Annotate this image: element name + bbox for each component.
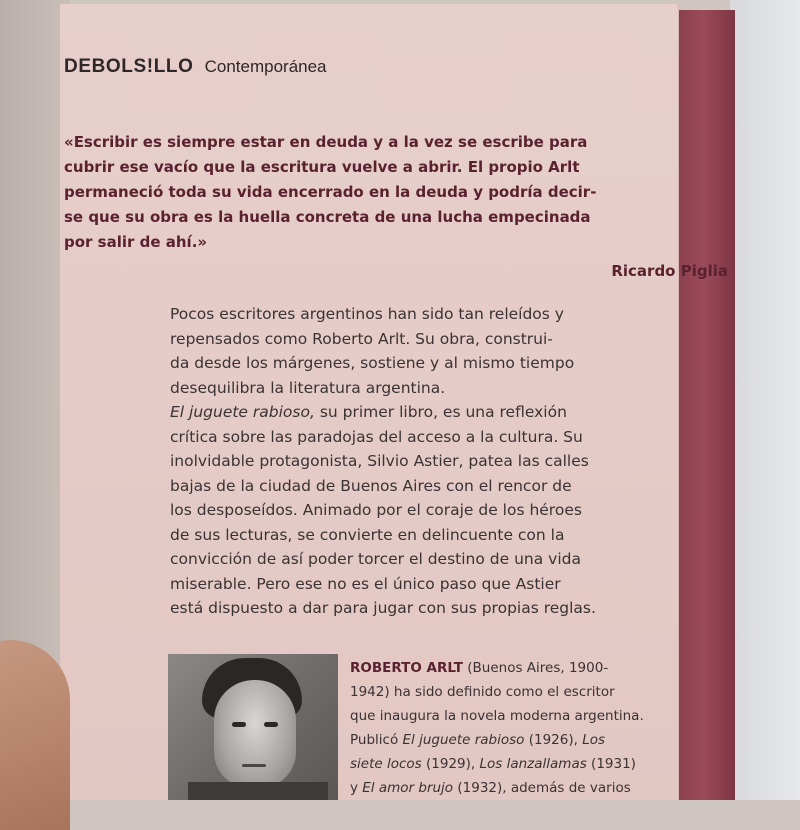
quote-line: cubrir ese vacío que la escritura vuelve a abrir. El propio Arlt: [64, 158, 580, 176]
synopsis-line: bajas de la ciudad de Buenos Aires con el rencor de: [170, 476, 572, 495]
bio-line: siete locos (1929), Los lanzallamas (1931): [350, 756, 636, 772]
publisher-brand: DEBOLS!LLO: [64, 56, 194, 77]
publisher-header: [64, 56, 327, 78]
bio-line: ROBERTO ARLT (Buenos Aires, 1900-: [350, 660, 609, 676]
book-spine: [676, 10, 735, 800]
synopsis-line: está dispuesto a dar para jugar con sus propias reglas.: [170, 599, 596, 617]
synopsis-line: repensados como Roberto Arlt. Su obra, construi-: [170, 329, 553, 348]
author-name: ROBERTO ARLT: [350, 660, 463, 676]
author-bio: [350, 656, 644, 800]
collection-name: Contemporánea: [204, 57, 327, 76]
author-photo: [168, 654, 338, 800]
quote-line: por salir de ahí.»: [64, 233, 208, 251]
bio-line: y El amor brujo (1932), además de varios: [350, 780, 631, 796]
synopsis-line: de sus lecturas, se convierte en delincuente con la: [170, 525, 565, 544]
synopsis-line: convicción de así poder torcer el destino de una vida: [170, 550, 581, 568]
synopsis-line: El juguete rabioso, su primer libro, es una reflexión: [170, 403, 567, 421]
synopsis-line: inolvidable protagonista, Silvio Astier, patea las calles: [170, 452, 589, 470]
synopsis-line: miserable. Pero ese no es el único paso que Astier: [170, 574, 561, 593]
quote-author: Ricardo Piglia: [611, 262, 728, 280]
synopsis-line: los desposeídos. Animado por el coraje de los héroes: [170, 501, 582, 519]
quote-line: se que su obra es la huella concreta de una lucha empecinada: [64, 208, 591, 226]
synopsis-line: crítica sobre las paradojas del acceso a la cultura. Su: [170, 427, 583, 446]
bio-line: que inaugura la novela moderna argentina.: [350, 708, 644, 724]
quote-line: permaneció toda su vida encerrado en la deuda y podría decir-: [64, 183, 597, 201]
bio-line: Publicó El juguete rabioso (1926), Los: [350, 732, 606, 748]
synopsis-line: da desde los márgenes, sostiene y al mismo tiempo: [170, 354, 575, 372]
bio-line: 1942) ha sido definido como el escritor: [350, 684, 615, 700]
blurb-quote: [64, 130, 612, 255]
holding-hand: [0, 640, 70, 830]
synopsis: [170, 302, 610, 621]
background-right: [730, 0, 800, 800]
book-title: El juguete rabioso,: [170, 403, 315, 421]
quote-line: «Escribir es siempre estar en deuda y a la vez se escribe para: [64, 133, 588, 151]
synopsis-line: desequilibra la literatura argentina.: [170, 378, 446, 397]
synopsis-line: Pocos escritores argentinos han sido tan releídos y: [170, 305, 564, 323]
